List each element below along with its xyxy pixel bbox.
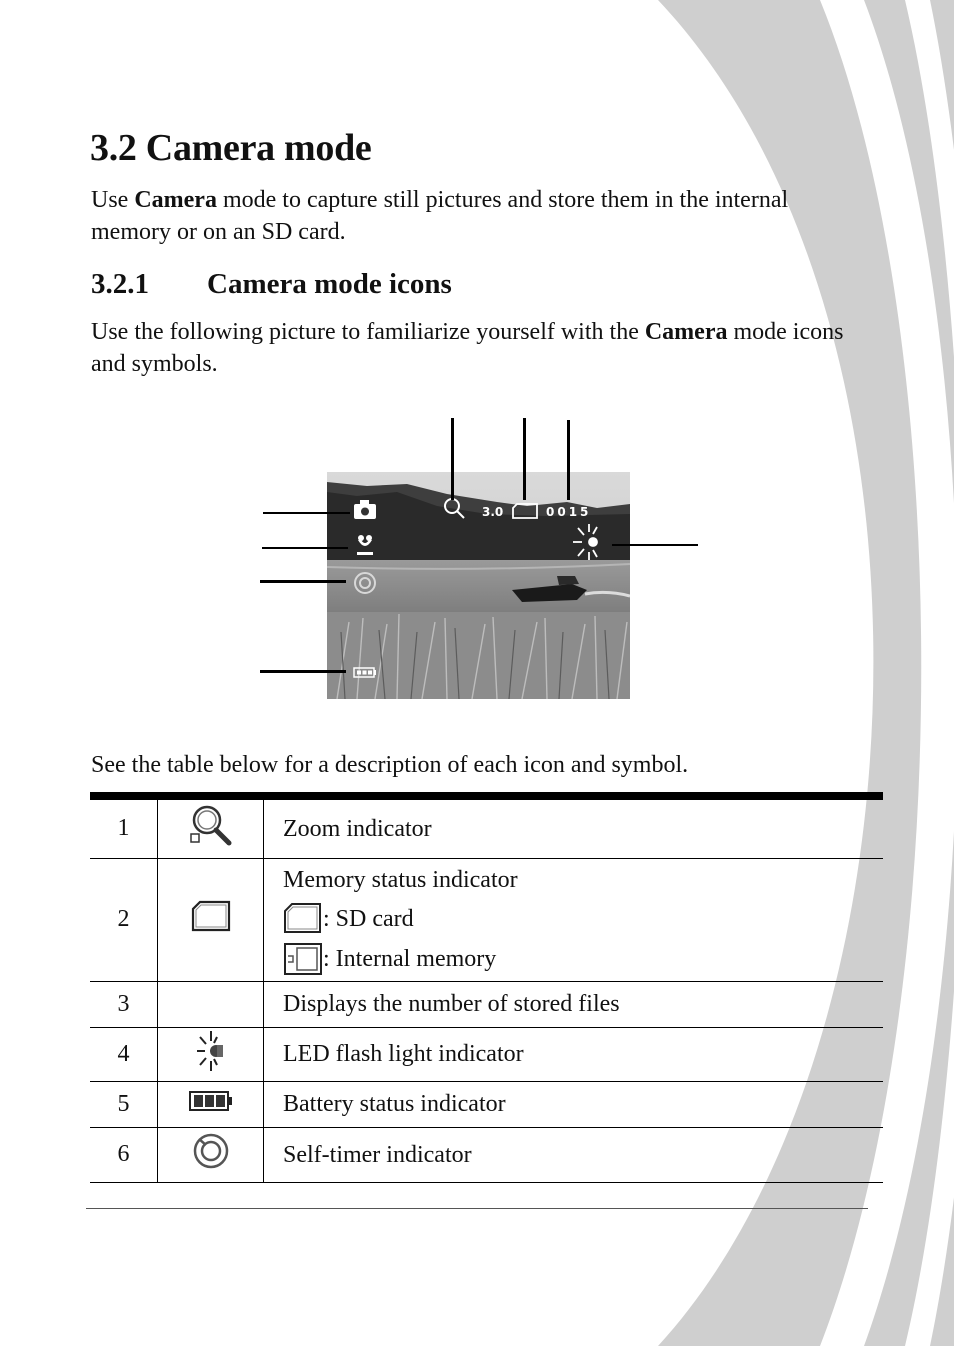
subsection-label: Camera mode icons: [207, 268, 452, 300]
row-number: 4: [90, 1027, 158, 1081]
row-description: LED flash light indicator: [264, 1027, 884, 1081]
row-number: 1: [90, 796, 158, 858]
file-counter: 0015: [546, 505, 592, 519]
leader-line-memory: [523, 418, 526, 500]
row-description: Battery status indicator: [264, 1081, 884, 1127]
leader-line-counter: [567, 420, 570, 500]
row-description: Memory status indicator: [283, 866, 518, 893]
footer-rule: [86, 1208, 868, 1209]
row-number: 6: [90, 1127, 158, 1182]
zoom-icon: [187, 802, 235, 848]
memory-sd-card-line: [283, 899, 883, 939]
leader-line-macro: [262, 547, 348, 549]
memory-sd-card-label: : SD card: [323, 905, 414, 932]
table-row: [90, 796, 883, 858]
row-description: Self-timer indicator: [264, 1127, 884, 1182]
camera-preview-image: [327, 472, 630, 699]
led-flash-icon: [195, 1028, 227, 1074]
zoom-value: 3.0: [482, 505, 504, 519]
sd-card-icon: [189, 899, 233, 933]
table-row: [90, 981, 883, 1027]
subsection-intro: [91, 316, 851, 380]
table-row: [90, 1127, 883, 1182]
section-intro: [91, 184, 851, 248]
table-row: [90, 1027, 883, 1081]
sub-intro-bold: Camera: [644, 319, 728, 345]
table-row: [90, 858, 883, 981]
table-intro: See the table below for a description of each icon and symbol.: [91, 752, 689, 778]
sub-intro-before: Use the following picture to familiarize yourself with the: [91, 319, 645, 345]
row-number: 5: [90, 1081, 158, 1127]
row-description: Zoom indicator: [264, 796, 884, 858]
icon-description-table: [90, 792, 883, 1183]
subsection-title: [91, 268, 452, 301]
intro-text-before: Use: [91, 187, 135, 213]
leader-line-battery: [260, 670, 346, 673]
subsection-number: 3.2.1: [91, 268, 149, 300]
table-row: [90, 1081, 883, 1127]
memory-internal-label: : Internal memory: [323, 945, 497, 972]
row-number: 2: [90, 858, 158, 981]
sub-intro-after: mode icons and symbols.: [91, 319, 844, 377]
battery-icon: [188, 1089, 234, 1113]
leader-line-self-timer: [260, 580, 346, 583]
leader-line-camera-mode: [263, 512, 350, 514]
row-description: Displays the number of stored files: [264, 981, 884, 1027]
leader-line-zoom: [451, 418, 454, 500]
memory-internal-line: [283, 939, 883, 979]
internal-memory-icon: [283, 942, 323, 976]
row-number: 3: [90, 981, 158, 1027]
sd-card-icon: [283, 902, 323, 936]
intro-text-after: mode to capture still pictures and store them in the internal memory or on an SD card.: [91, 187, 789, 245]
section-title: 3.2 Camera mode: [90, 127, 372, 169]
leader-line-flash: [612, 544, 698, 546]
intro-text-bold: Camera: [134, 187, 217, 213]
self-timer-icon: [191, 1131, 231, 1171]
